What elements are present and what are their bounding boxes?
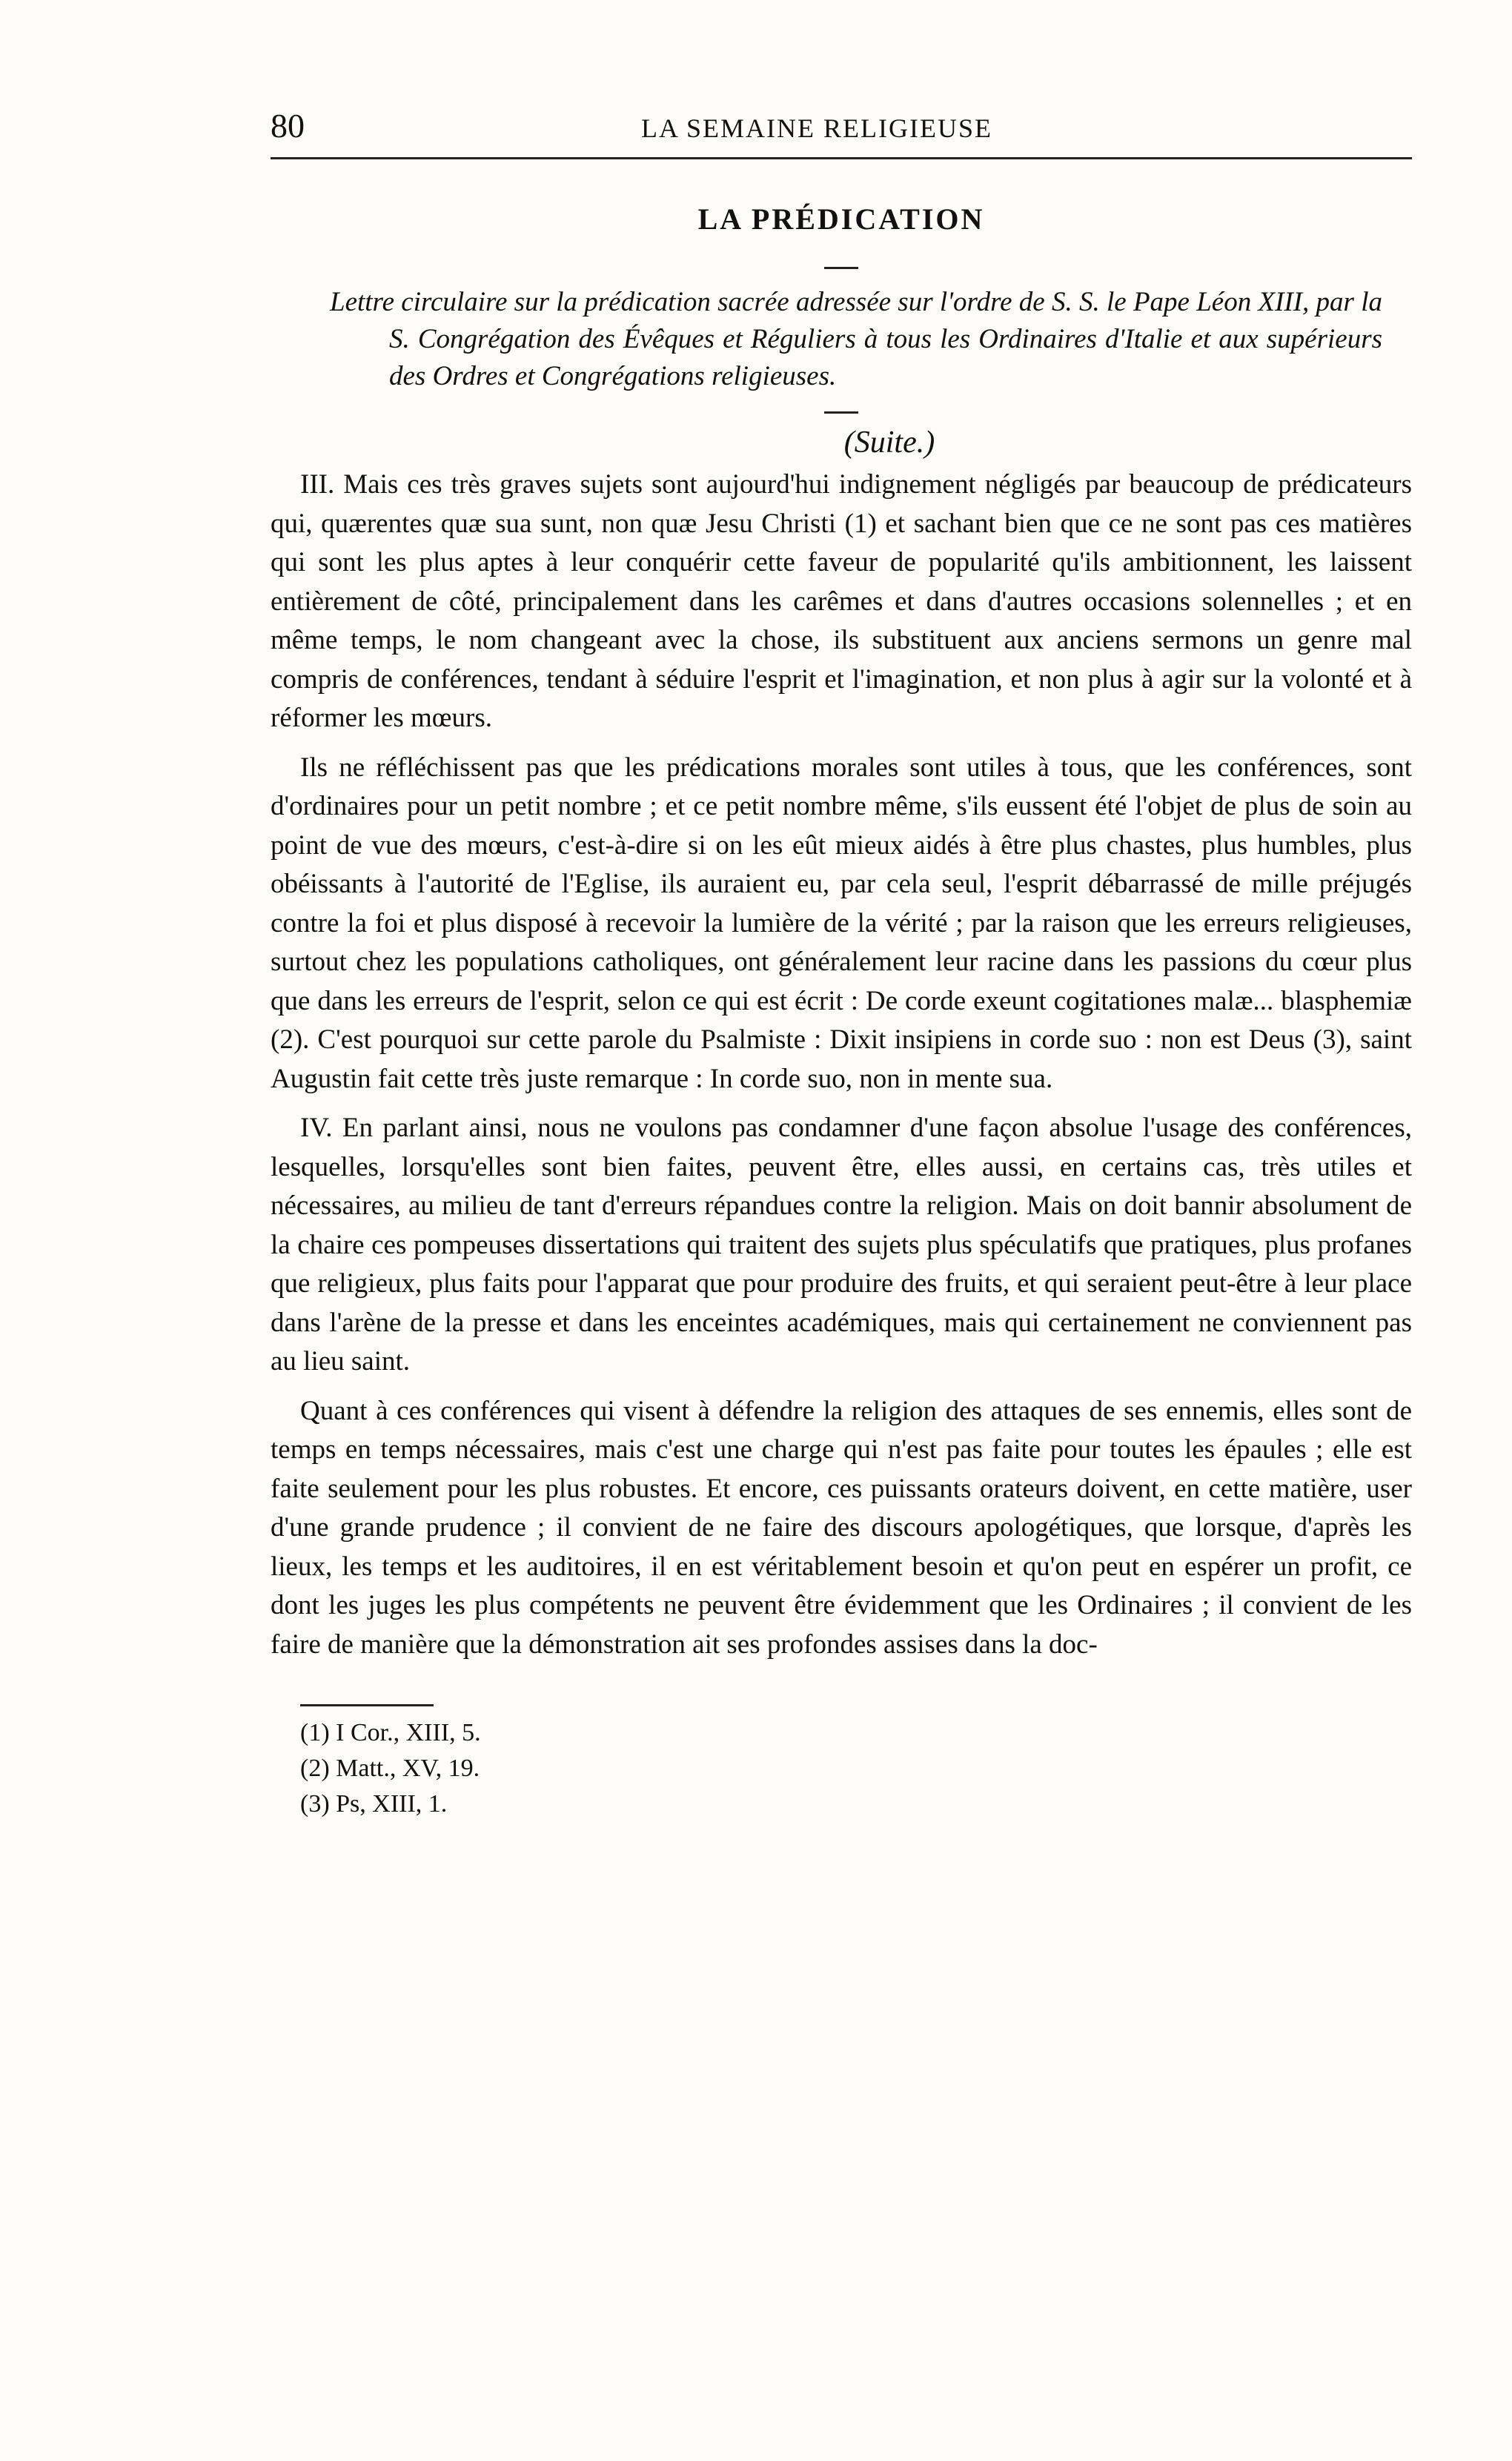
footnotes <box>271 1715 1412 1822</box>
footnote-1: (1) I Cor., XIII, 5. <box>300 1719 481 1746</box>
footnote-3: (3) Ps, XIII, 1. <box>300 1790 448 1818</box>
article-title: LA PRÉDICATION <box>697 202 985 236</box>
footnote-2: (2) Matt., XV, 19. <box>300 1755 480 1782</box>
paragraph-1: III. Mais ces très graves sujets sont aujourd'hui indignement négligés par beaucoup de prédicateurs qui, quærentes quæ sua sunt, non quæ Jesu Christi (1) et sachant bien que ce ne sont pas ces matières qui sont les plus aptes à leur conquérir cette faveur de popularité qu'ils ambitionnent, les laissent entièrement de côté, principalement dans les carêmes et dans d'autres occasions solennelles ; et en même temps, le nom changeant avec la chose, ils substituent aux anciens sermons un genre mal compris de conférences, tendant à séduire l'esprit et l'imagination, et non plus à agir sur la volonté et à réformer les mœurs. <box>271 469 1412 733</box>
paragraph-4: Quant à ces conférences qui visent à défendre la religion des attaques de ses ennemis, elles sont de temps en temps nécessaires, mais c'est une charge qui n'est pas faite pour toutes les épaules ; elle est faite seulement pour les plus robustes. Et encore, ces puissants orateurs doivent, en cette matière, user d'une grande prudence ; il convient de ne faire des discours apologétiques, que lorsque, d'après les lieux, les temps et les auditoires, il en est véritablement besoin et qu'on peut en espérer un profit, ce dont les juges les plus compétents ne peuvent être évidemment que les Ordinaires ; il convient de les faire de manière que la démonstration ait ses profondes assises dans la doc- <box>271 1395 1412 1660</box>
continuation-label: (Suite.) <box>843 425 935 460</box>
article-body <box>271 466 1412 1664</box>
paragraph-3: IV. En parlant ainsi, nous ne voulons pas condamner d'une façon absolue l'usage des conférences, lesquelles, lorsqu'elles sont bien faites, peuvent être, elles aussi, en certains cas, très utiles et nécessaires, au milieu de tant d'erreurs répandues contre la religion. Mais on doit bannir absolument de la chaire ces pompeuses dissertations qui traitent des sujets plus spéculatifs que pratiques, plus profanes que religieux, plus faits pour l'apparat que pour produire des fruits, et qui seraient peut-être à leur place dans l'arène de la presse et dans les enceintes académiques, mais qui certainement ne conviennent pas au lieu saint. <box>271 1113 1412 1377</box>
subtitle-divider <box>824 411 858 414</box>
article-subtitle: Lettre circulaire sur la prédication sacrée adressée sur l'ordre de S. S. le Pape Léon XIII, par la S. Congrégation des Évêques et Réguliers à tous les Ordinaires d'Italie et aux supérieurs des Ordres et Congrégations religieuses. <box>330 287 1382 391</box>
header-rule <box>271 157 1412 159</box>
document-page <box>271 104 1412 1822</box>
paragraph-2: Ils ne réfléchissent pas que les prédications morales sont utiles à tous, que les conférences, sont d'ordinaires pour un petit nombre ; et ce petit nombre même, s'ils eussent été l'objet de plus de soin au point de vue des mœurs, c'est-à-dire si on les eût mieux aidés à être plus chastes, plus humbles, plus obéissants à l'autorité de l'Eglise, ils auraient eu, par cela seul, l'esprit débarrassé de mille préjugés contre la foi et plus disposé à recevoir la lumière de la vérité ; par la raison que les erreurs religieuses, surtout chez les populations catholiques, ont généralement leur racine dans les passions du cœur plus que dans les erreurs de l'esprit, selon ce qui est écrit : De corde exeunt cogitationes malæ... blasphemiæ (2). C'est pourquoi sur cette parole du Psalmiste : Dixit insipiens in corde suo : non est Deus (3), saint Augustin fait cette très juste remarque : In corde suo, non in mente sua. <box>271 752 1412 1094</box>
running-title: LA SEMAINE RELIGIEUSE <box>641 113 992 143</box>
title-divider <box>824 267 858 269</box>
running-head <box>271 104 1412 156</box>
footnote-rule <box>300 1704 434 1706</box>
page-number: 80 <box>271 107 305 145</box>
